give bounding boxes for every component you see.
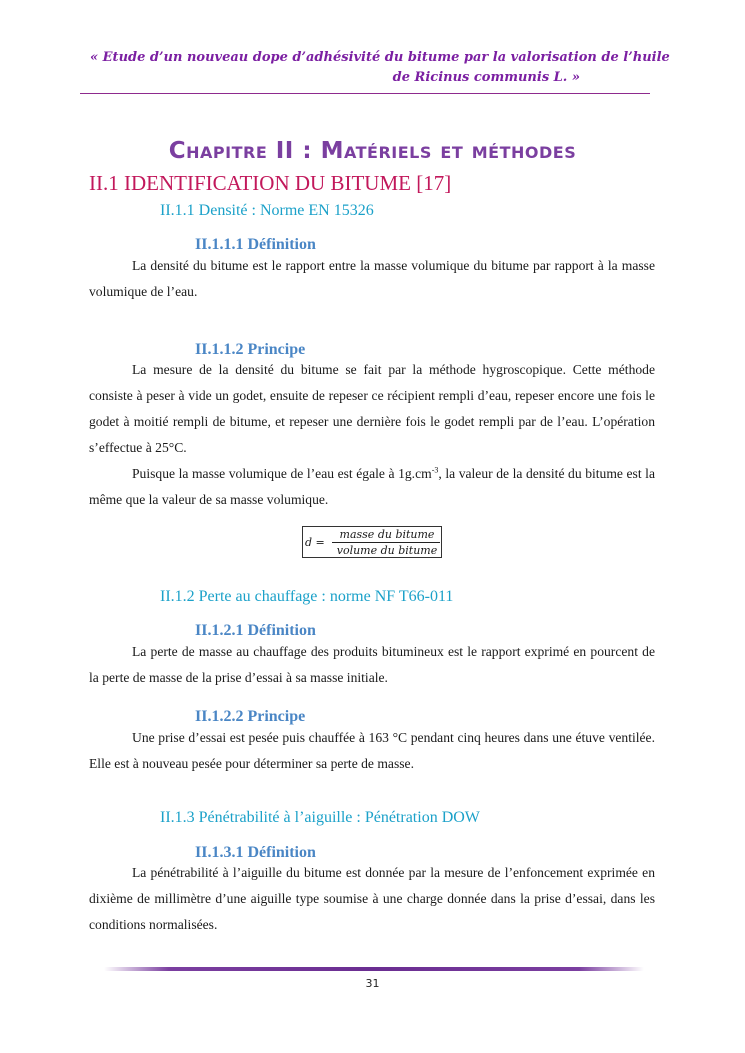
footer-divider [104,967,644,971]
running-header-line-1: « Etude d’un nouveau dope d’adhésivité du bitume par la valorisation de l’huile [90,50,670,65]
chapter-title: Chapitre II : Matériels et méthodes [168,138,577,164]
subsection-penetration-title: II.1.3 Pénétrabilité à l’aiguille : Pénétration DOW [160,809,480,826]
heat-loss-definition-text: La perte de masse au chauffage des produits bitumineux est le rapport exprimé en pourcent de la perte de masse de la prise d’essai à sa masse initiale. [89,644,655,685]
formula-denominator: volume du bitume [336,544,438,557]
running-header-line-2: de Ricinus communis L. » [392,70,580,85]
penetration-definition-heading: II.1.3.1 Définition [195,844,316,861]
heat-loss-principle-heading: II.1.2.2 Principe [195,708,306,725]
page-number: 31 [365,977,380,990]
formula-fraction-bar [332,542,440,543]
subsection-heat-loss-title: II.1.2 Perte au chauffage : norme NF T66-011 [160,588,454,605]
formula-lhs: d = [305,536,325,549]
density-principle-text-2: Puisque la masse volumique de l’eau est égale à $1g.cm^{-3}$, la valeur de la densité du bitume est la même que la valeur de sa masse volumique. [89,465,655,507]
formula-numerator: masse du bitume [339,528,435,541]
density-definition-heading: II.1.1.1 Définition [195,236,316,253]
density-principle-text: La mesure de la densité du bitume se fait par la méthode hygroscopique. Cette méthode consiste à peser à vide un godet, ensuite de repeser ce récipient rempli d’eau, repeser encore une fois le godet à moitié rempli de bitume, et repeser une dernière fois le godet rempli par de l’eau. L’opération s’effectue à 25°C. [89,362,655,455]
density-definition-text: La densité du bitume est le rapport entre la masse volumique du bitume par rapport à la masse volumique de l’eau. [89,258,655,299]
section-heading: II.1 IDENTIFICATION DU BITUME [17] [89,171,452,195]
heat-loss-definition-heading: II.1.2.1 Définition [195,622,316,639]
penetration-definition-text: La pénétrabilité à l’aiguille du bitume est donnée par la mesure de l’enfoncement exprimée en dixième de millimètre d’une aiguille type soumise à une charge donnée dans la prise d’essai, dans les conditions normalisées. [89,865,655,932]
header-divider [80,93,650,94]
subsection-density-title: II.1.1 Densité : Norme EN 15326 [160,202,374,219]
density-formula [302,526,442,558]
heat-loss-principle-text: Une prise d’essai est pesée puis chauffée à 163 °C pendant cinq heures dans une étuve ventilée. Elle est à nouveau pesée pour déterminer sa perte de masse. [89,730,655,771]
density-principle-heading: II.1.1.2 Principe [195,341,306,358]
